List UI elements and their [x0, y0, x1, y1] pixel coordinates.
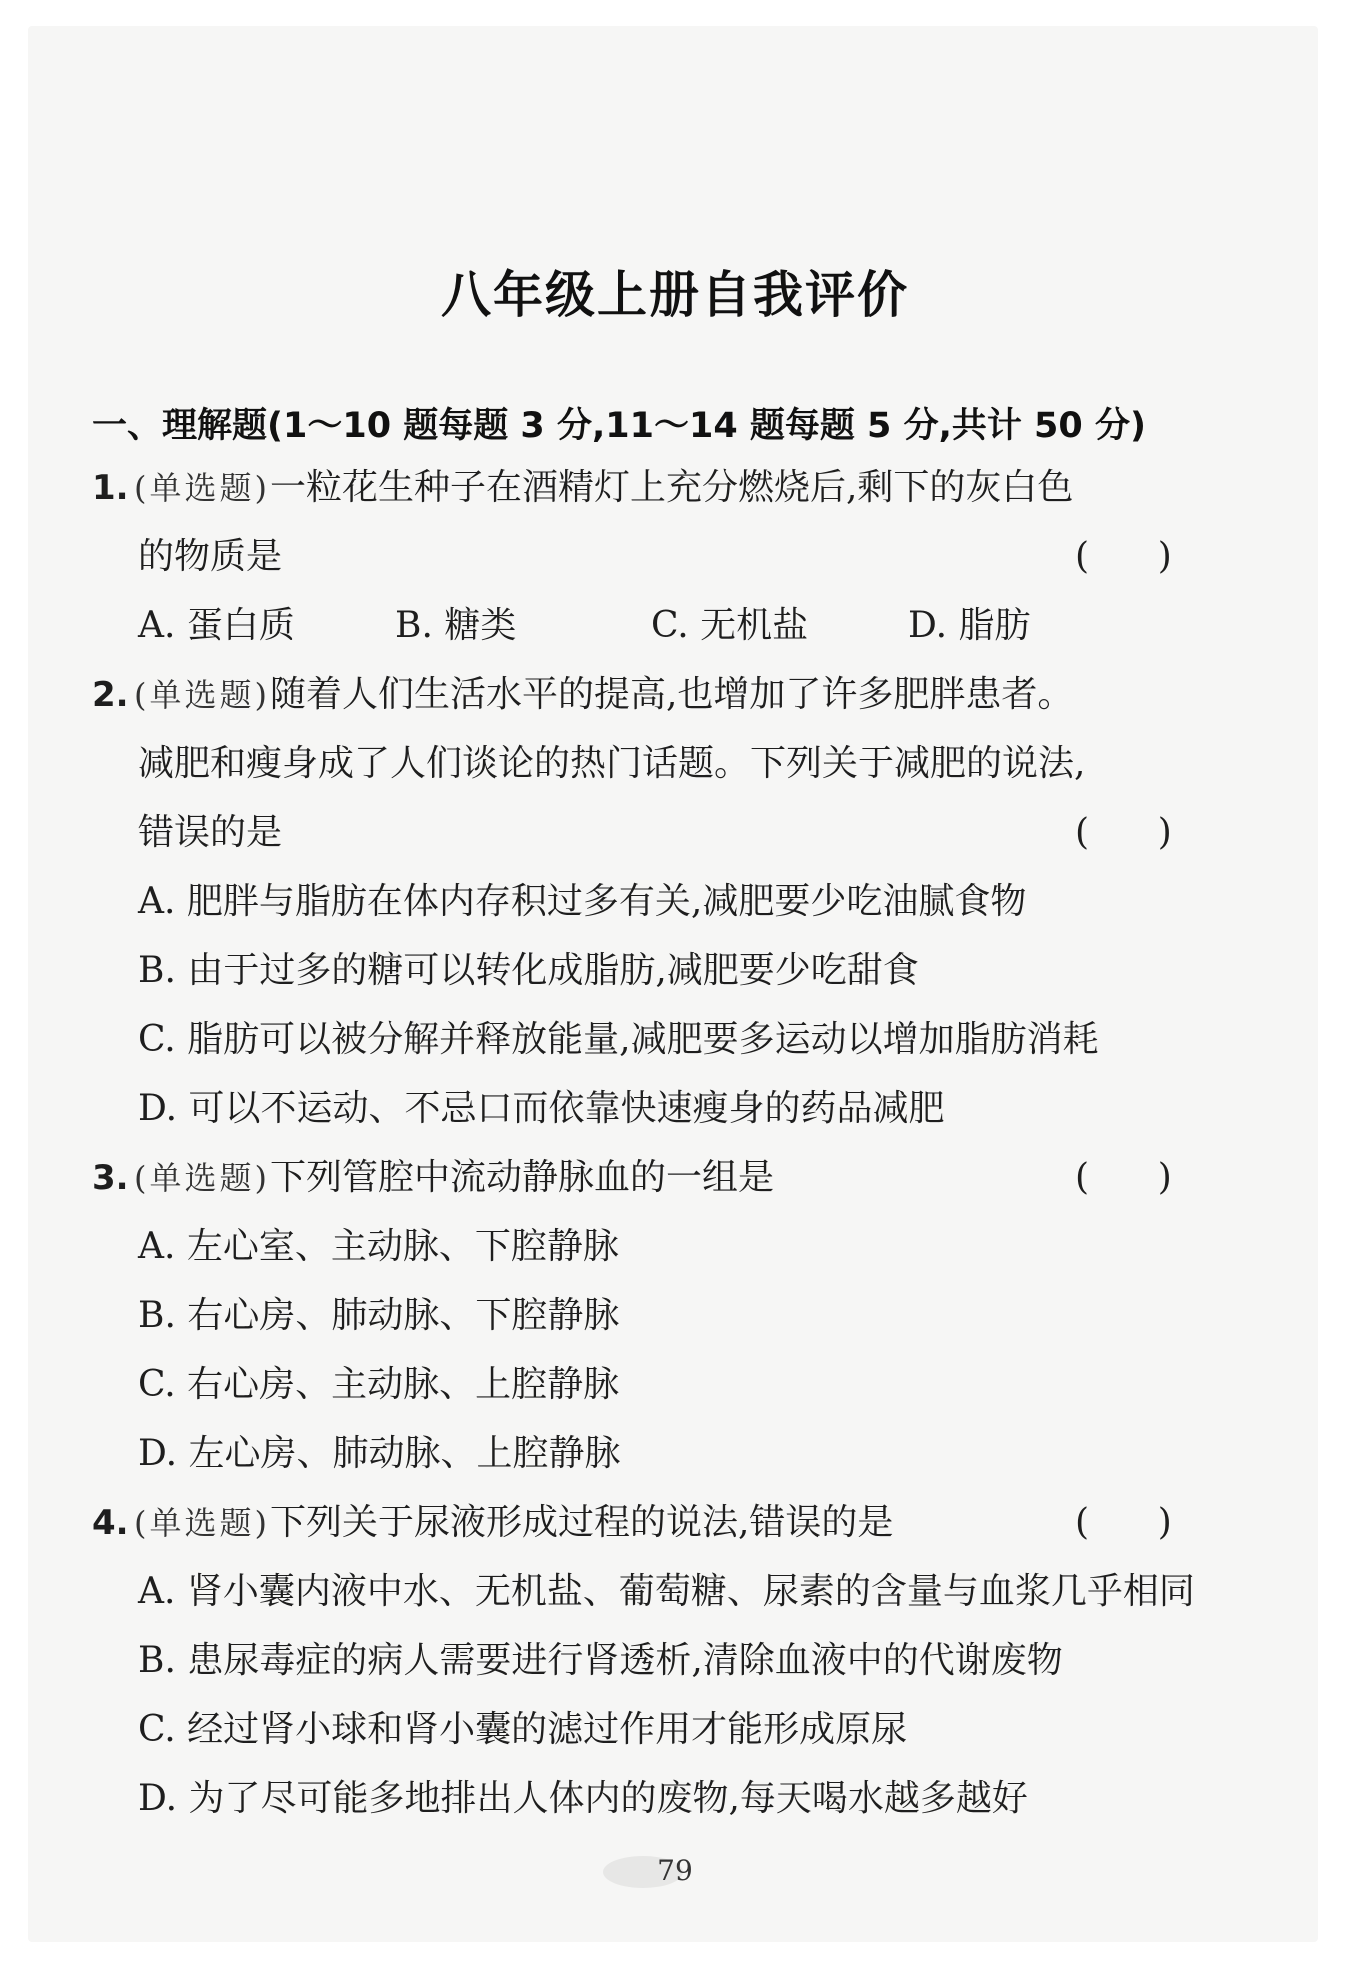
- option-b: B. 糖类: [395, 605, 517, 646]
- question-stem-cont: 的物质是: [138, 536, 283, 577]
- option-b: B. 患尿毒症的病人需要进行肾透析,清除血液中的代谢废物: [138, 1640, 1063, 1681]
- option-d: D. 为了尽可能多地排出人体内的废物,每天喝水越多越好: [138, 1778, 1028, 1819]
- question-number: 2.: [92, 675, 129, 715]
- option-a: A. 肾小囊内液中水、无机盐、葡萄糖、尿素的含量与血浆几乎相同: [138, 1571, 1195, 1612]
- option-c: C. 无机盐: [651, 605, 809, 646]
- answer-bracket: ( ): [1075, 1502, 1172, 1543]
- question-text: [134, 1155, 774, 1201]
- question-text: [134, 465, 1073, 511]
- page-title: 八年级上册自我评价: [441, 266, 909, 324]
- answer-bracket: ( ): [1075, 536, 1172, 577]
- question-number: 1.: [92, 468, 129, 508]
- question-number: 4.: [92, 1503, 129, 1543]
- answer-bracket: ( ): [1075, 1157, 1172, 1198]
- question-text: [134, 672, 1073, 718]
- question-type: (单选题): [134, 469, 270, 507]
- question-stem: 一粒花生种子在酒精灯上充分燃烧后,剩下的灰白色: [269, 467, 1074, 508]
- option-c: C. 经过肾小球和肾小囊的滤过作用才能形成原尿: [138, 1709, 908, 1750]
- question-stem-cont: 错误的是: [138, 812, 283, 853]
- question-stem: 下列关于尿液形成过程的说法,错误的是: [269, 1502, 894, 1543]
- option-d: D. 左心房、肺动脉、上腔静脉: [138, 1433, 621, 1474]
- page-number: 79: [657, 1854, 693, 1887]
- question-stem-cont: 减肥和瘦身成了人们谈论的热门话题。下列关于减肥的说法,: [138, 743, 1086, 784]
- option-a: A. 蛋白质: [138, 605, 295, 646]
- option-a: A. 肥胖与脂肪在体内存积过多有关,减肥要少吃油腻食物: [138, 881, 1027, 922]
- option-b: B. 由于过多的糖可以转化成脂肪,减肥要少吃甜食: [138, 950, 919, 991]
- question-number: 3.: [92, 1158, 129, 1198]
- option-d: D. 脂肪: [908, 605, 1031, 646]
- option-d: D. 可以不运动、不忌口而依靠快速瘦身的药品减肥: [138, 1088, 945, 1129]
- option-b: B. 右心房、肺动脉、下腔静脉: [138, 1295, 620, 1336]
- question-type: (单选题): [134, 1504, 270, 1542]
- option-c: C. 脂肪可以被分解并释放能量,减肥要多运动以增加脂肪消耗: [138, 1019, 1099, 1060]
- section-heading: 一、理解题(1～10 题每题 3 分,11～14 题每题 5 分,共计 50 分): [92, 406, 1146, 446]
- question-type: (单选题): [134, 1159, 270, 1197]
- question-stem: 随着人们生活水平的提高,也增加了许多肥胖患者。: [269, 674, 1074, 715]
- question-type: (单选题): [134, 676, 270, 714]
- option-c: C. 右心房、主动脉、上腔静脉: [138, 1364, 620, 1405]
- answer-bracket: ( ): [1075, 812, 1172, 853]
- question-text: [134, 1500, 893, 1546]
- option-a: A. 左心室、主动脉、下腔静脉: [138, 1226, 619, 1267]
- question-stem: 下列管腔中流动静脉血的一组是: [269, 1157, 774, 1198]
